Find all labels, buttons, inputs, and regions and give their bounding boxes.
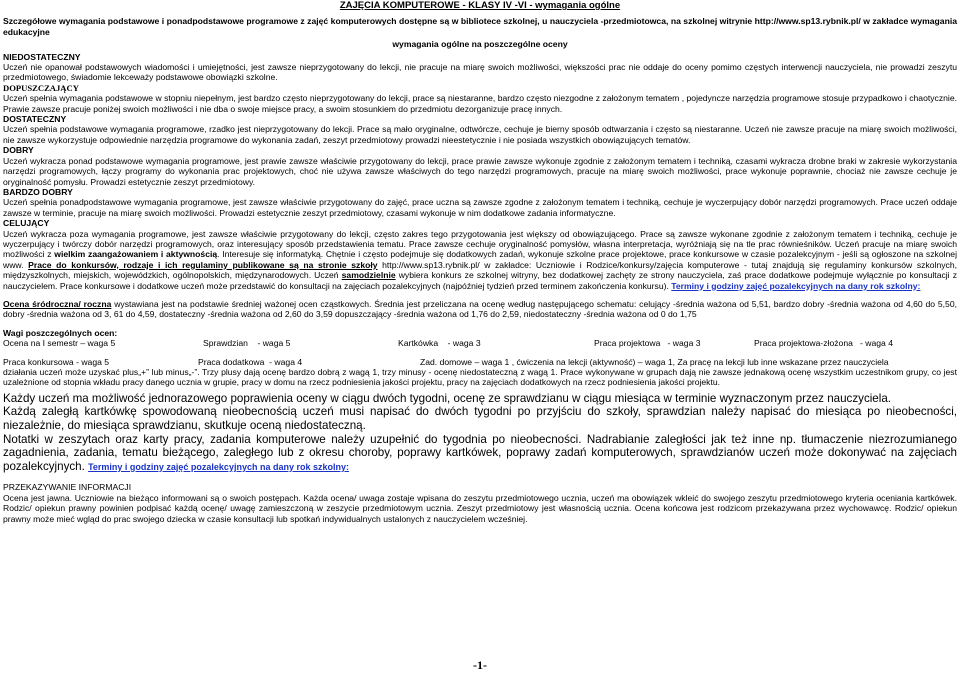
- grade-text: Uczeń spełnia wymagania podstawowe w stopniu niepełnym, jest bardzo często nieprzygotowany do lekcji, prace są niestaranne, bardzo często niezgodne z założonym tematem , pojedyncze narzędzia programowe stosuje przypadkowo i chaotycznie. Prawie zawsze pracuje poniżej swoich możliwości i nie dba o swoje miejsce pracy, a swoim stosunkiem do przedmiotu dezorganizuje pracę innych.: [3, 93, 957, 114]
- terms-link[interactable]: Terminy i godziny zajęć pozalekcyjnych na dany rok szkolny:: [671, 280, 921, 291]
- big-paragraph-2: Każdą zaległą kartkówkę spowodowaną nieobecnością uczeń musi napisać do dwóch tygodni po przyjściu do szkoły, sprawdzian należy napisać do miesiąca po nieobecności, niezależnie, do miesiąca sprawdzianu, skutkuje oceną niedostateczną.: [3, 405, 957, 432]
- bold-underline-run: Prace do konkursów, rodzaje i ich regulaminy publikowane są na stronie szkoły: [28, 259, 378, 270]
- przekazywanie-text: Ocena jest jawna. Uczniowie na bieżąco informowani są o swoich postępach. Każda ocena/ uwaga zostaje wpisana do zeszytu przedmiotowego ucznia, uczeń ma obowiązek wkleić do swojego zeszytu przedmiotowego kryteria oceniania kartkówek. Rodzic/ opiekun prawny powinien podpisać każdą ocenę/ uwagę zamieszczoną w zeszycie przedmiotowym ucznia. Zeszyt przedmiotowy jest własnością ucznia. Ocena końcowa jest rodzicom przekazywana przez wychowawcę. Rodzic/ opiekun prawny może mieć wgląd do prac swojego dziecka w czasie konsultacji lub spotkań indywidualnych ustalonych z nauczycielem wcześniej.: [3, 492, 957, 524]
- grade-bardzo-dobry: [3, 187, 957, 218]
- wagi-item: Sprawdzian - waga 5: [203, 338, 291, 349]
- grade-heading: DOSTATECZNY: [3, 114, 67, 125]
- grade-heading: DOPUSZCZAJĄCY: [3, 82, 79, 93]
- wagi-item: Praca projektowa-złożona - waga 4: [754, 338, 894, 349]
- underline-run: samodzielnie: [341, 270, 396, 281]
- big-paragraph-1: Każdy uczeń ma możliwość jednorazowego poprawienia oceny w ciągu dwóch tygodni, ocenę ze sprawdzianu w ciągu miesiąca w terminie wyznaczonym przez nauczyciela.: [3, 391, 892, 405]
- page-number: -1-: [473, 658, 487, 672]
- wagi-row-2: [3, 357, 957, 367]
- bold-run: wielkim zaangażowaniem i aktywnością: [54, 249, 218, 260]
- grade-heading: DOBRY: [3, 145, 34, 156]
- grade-text: Uczeń wykracza ponad podstawowe wymagania programowe, jest prawie zawsze właściwie przygotowany do lekcji, prace prawie zawsze wykonuje zgodnie z założonym tematem i techniką, czasami wykracza drobne braki w zakresie wykorzystania narzędzi programowych, łączy programy do wykonania prac projektowych, choć nie używa zawsze właściwych do tego narzędzi programowych, pracuje na miarę swoich możliwości, prace wykonuje poprawnie, chociaż nie zawsze cechuje je oryginalność pomysłu. Prowadzi estetycznie zeszyt przedmiotowy.: [3, 155, 957, 187]
- wagi-heading: Wagi poszczególnych ocen:: [3, 327, 118, 338]
- wagi-item: Ocena na I semestr – waga 5: [3, 338, 116, 349]
- ocena-paragraph: [3, 299, 957, 320]
- wagi-row-1: [3, 338, 957, 348]
- grade-dostateczny: [3, 114, 957, 145]
- ocena-label: Ocena śródroczna/ roczna: [3, 298, 112, 309]
- grade-heading: BARDZO DOBRY: [3, 186, 73, 197]
- page-title: ZAJĘCIA KOMPUTEROWE - KLASY IV -VI - wymagania ogólne: [339, 0, 621, 11]
- wagi-item: Praca konkursowa - waga 5: [3, 356, 110, 367]
- spacer: [3, 291, 957, 299]
- text-run: http://www.sp13.rybnik.pl/ w zakładce: Uczniowie i Rodzice/konkursy/zajęcia komputerowe - tutaj znajdują się regulaminy konkursów szkolnych, międzyszkolnych, miejskich, wojewódzkich, ogólnopolskich, międzynarodowych. Uczeń: [3, 259, 957, 281]
- wagi-item: Praca projektowa - waga 3: [594, 338, 701, 349]
- spacer: [3, 474, 957, 482]
- text-run: Uczeń wykracza poza wymagania programowe, jest zawsze właściwie przygotowany do lekcji, często zakres tego przygotowania jest większy od obowiązującego. Prace są zawsze wykonane zgodnie z założonym tematem i techniką, cechuje je wyczerpujący i twórczy dobór narzędzi programowych, oraz interesujący sposób przedstawienia tematu. Prace zawsze cechuje oryginalność pomysłów, własna interpretacja, wyróżniają się na tle prac równieśników. Uczeń pracuje na miarę swoich możliwości z: [3, 228, 957, 260]
- przekazywanie-heading: PRZEKAZYWANIE INFORMACJI: [3, 482, 132, 493]
- terms-link[interactable]: Terminy i godziny zajęć pozalekcyjnych na dany rok szkolny:: [88, 461, 349, 472]
- grade-heading: CELUJĄCY: [3, 218, 50, 229]
- grade-niedostateczny: [3, 52, 957, 83]
- wagi-item: Praca dodatkowa - waga 4: [198, 356, 303, 367]
- grade-text: Uczeń nie opanował podstawowych wiadomości i umiejętności, jest zawsze nieprzygotowany do lekcji, nie pracuje na miarę swoich możliwości, większości prac nie oddaje do oceny pomimo częstych interwencji nauczyciela, nie prowadzi zeszytu przedmiotowego, świadomie lekceważy podstawowe obowiązki szkolne.: [3, 62, 957, 83]
- wagi-text: działania uczeń może uzyskać plus„+” lub minus„-”. Trzy plusy dają ocenę bardzo dobrą z wagą 1, trzy minusy - ocenę niedostateczną z wagą 1. Prace wykonywane w grupach dają nie zawsze jednakową ocenę wszystkim uczestnikom grupy, co jest uzależnione od stopnia wkładu pracy danego ucznia w grupie, pracy w domu na rzecz podniesienia jakości projektu, pracy na zajęciach dodatkowych na rzecz podniesienia jakości projektu.: [3, 367, 957, 388]
- wagi-item: Zad. domowe – waga 1 , ćwiczenia na lekcji (aktywność) – waga 1, Za pracę na lekcji lub inne wskazane przez nauczyciela: [420, 356, 889, 367]
- wagi-item: Kartkówka - waga 3: [398, 338, 481, 349]
- grade-heading: NIEDOSTATECZNY: [3, 51, 81, 62]
- ocena-text: wystawiana jest na podstawie średniej ważonej ocen cząstkowych. Średnia jest przeliczana na ocenę według następującego schematu: celujący -średnia ważona od 5,51, bardzo dobry -średnia ważona od 4,60 do 5,50, dobry -średnia ważona od 3, 61 do 4,59, dostateczny -średnia ważona od 2,60 do 3,59 dopuszczający -średnia ważona od 1,76 do 2,59, niedostateczny -średnia ważona od 0 do 1,75: [3, 298, 957, 320]
- intro-paragraph: Szczegółowe wymagania podstawowe i ponadpodstawowe programowe z zajęć komputerowych dostępne są w bibliotece szkolnej, u nauczyciela -przedmiotowca, na szkolnej witrynie http://www.sp13.rybnik.pl/ w zakładce wymagania edukacyjne: [3, 16, 957, 37]
- grade-text: Uczeń spełnia ponadpodstawowe wymagania programowe, jest zawsze właściwie przygotowany do zajęć, prace uczna są zawsze zgodne z założonym tematem i techniką, cechuje je wyczerpujący dobór narzędzi programowych. Prace uczeń oddaje zawsze w terminie, pracuje na miarę swoich możliwości. Prowadzi estetycznie zeszyt przedmiotowy, czasami wykonuje w nim dodatkowe zadania informatyczne.: [3, 197, 957, 218]
- grade-dopuszczajacy: [3, 83, 957, 114]
- text-run: . Interesuje się informatyką. Chętnie i często podejmuje się dodatkowych zadań, wykonuje szkolne prace projektowe, prace konkursowe w czasie pozalekcyjnym - jeśli są ogłoszone na szkolnej www.: [3, 249, 957, 270]
- grade-text: [3, 229, 957, 291]
- spacer: [3, 320, 957, 328]
- text-run: Notatki w zeszytach oraz karty pracy, zadania komputerowe należy uzupełnić do tygodnia po nieobecności. Nadrabianie zaległości jak też inne np. tłumaczenie niezrozumianego zagadnienia, zadania, tematu bieżącego, zaległego lub z okresu choroby, poprawy kartkówek, poprawy zadań komputerowych, sprawdzianów uczeń może dokonywać na zajęciach pozalekcyjnych.: [3, 432, 957, 473]
- text-run: wybiera konkurs ze szkolnej witryny, bez dodatkowej zachęty ze strony nauczyciela, zaś prace dodatkowe podejmuje wyłącznie po konsultacji z nauczycielem. Prace konkursowe i dodatkowe uczeń może przedstawić do konsultacji na zajęciach pozalekcyjnych (najpóźniej tydzień przed terminem zakończenia konkursu).: [3, 270, 957, 291]
- section-subheading: wymagania ogólne na poszczególne oceny: [392, 39, 568, 50]
- grade-text: Uczeń spełnia podstawowe wymagania programowe, rzadko jest nieprzygotowany do lekcji. Prace są mało oryginalne, odtwórcze, cechuje je bierny sposób odtwarzania i często są niestaranne. Uczeń nie zawsze pracuje na miarę swoich możliwości, nie zawsze wykorzystuje odpowiednie narzędzia programowe do wykonania zadań, zeszyt przedmiotowy prowadzi nieestetycznie i nie posiada wszystkich obowiązujących tematów.: [3, 124, 957, 145]
- grade-celujacy: [3, 218, 957, 291]
- big-paragraph-3: [3, 433, 957, 475]
- spacer: [3, 349, 957, 357]
- grade-dobry: [3, 145, 957, 187]
